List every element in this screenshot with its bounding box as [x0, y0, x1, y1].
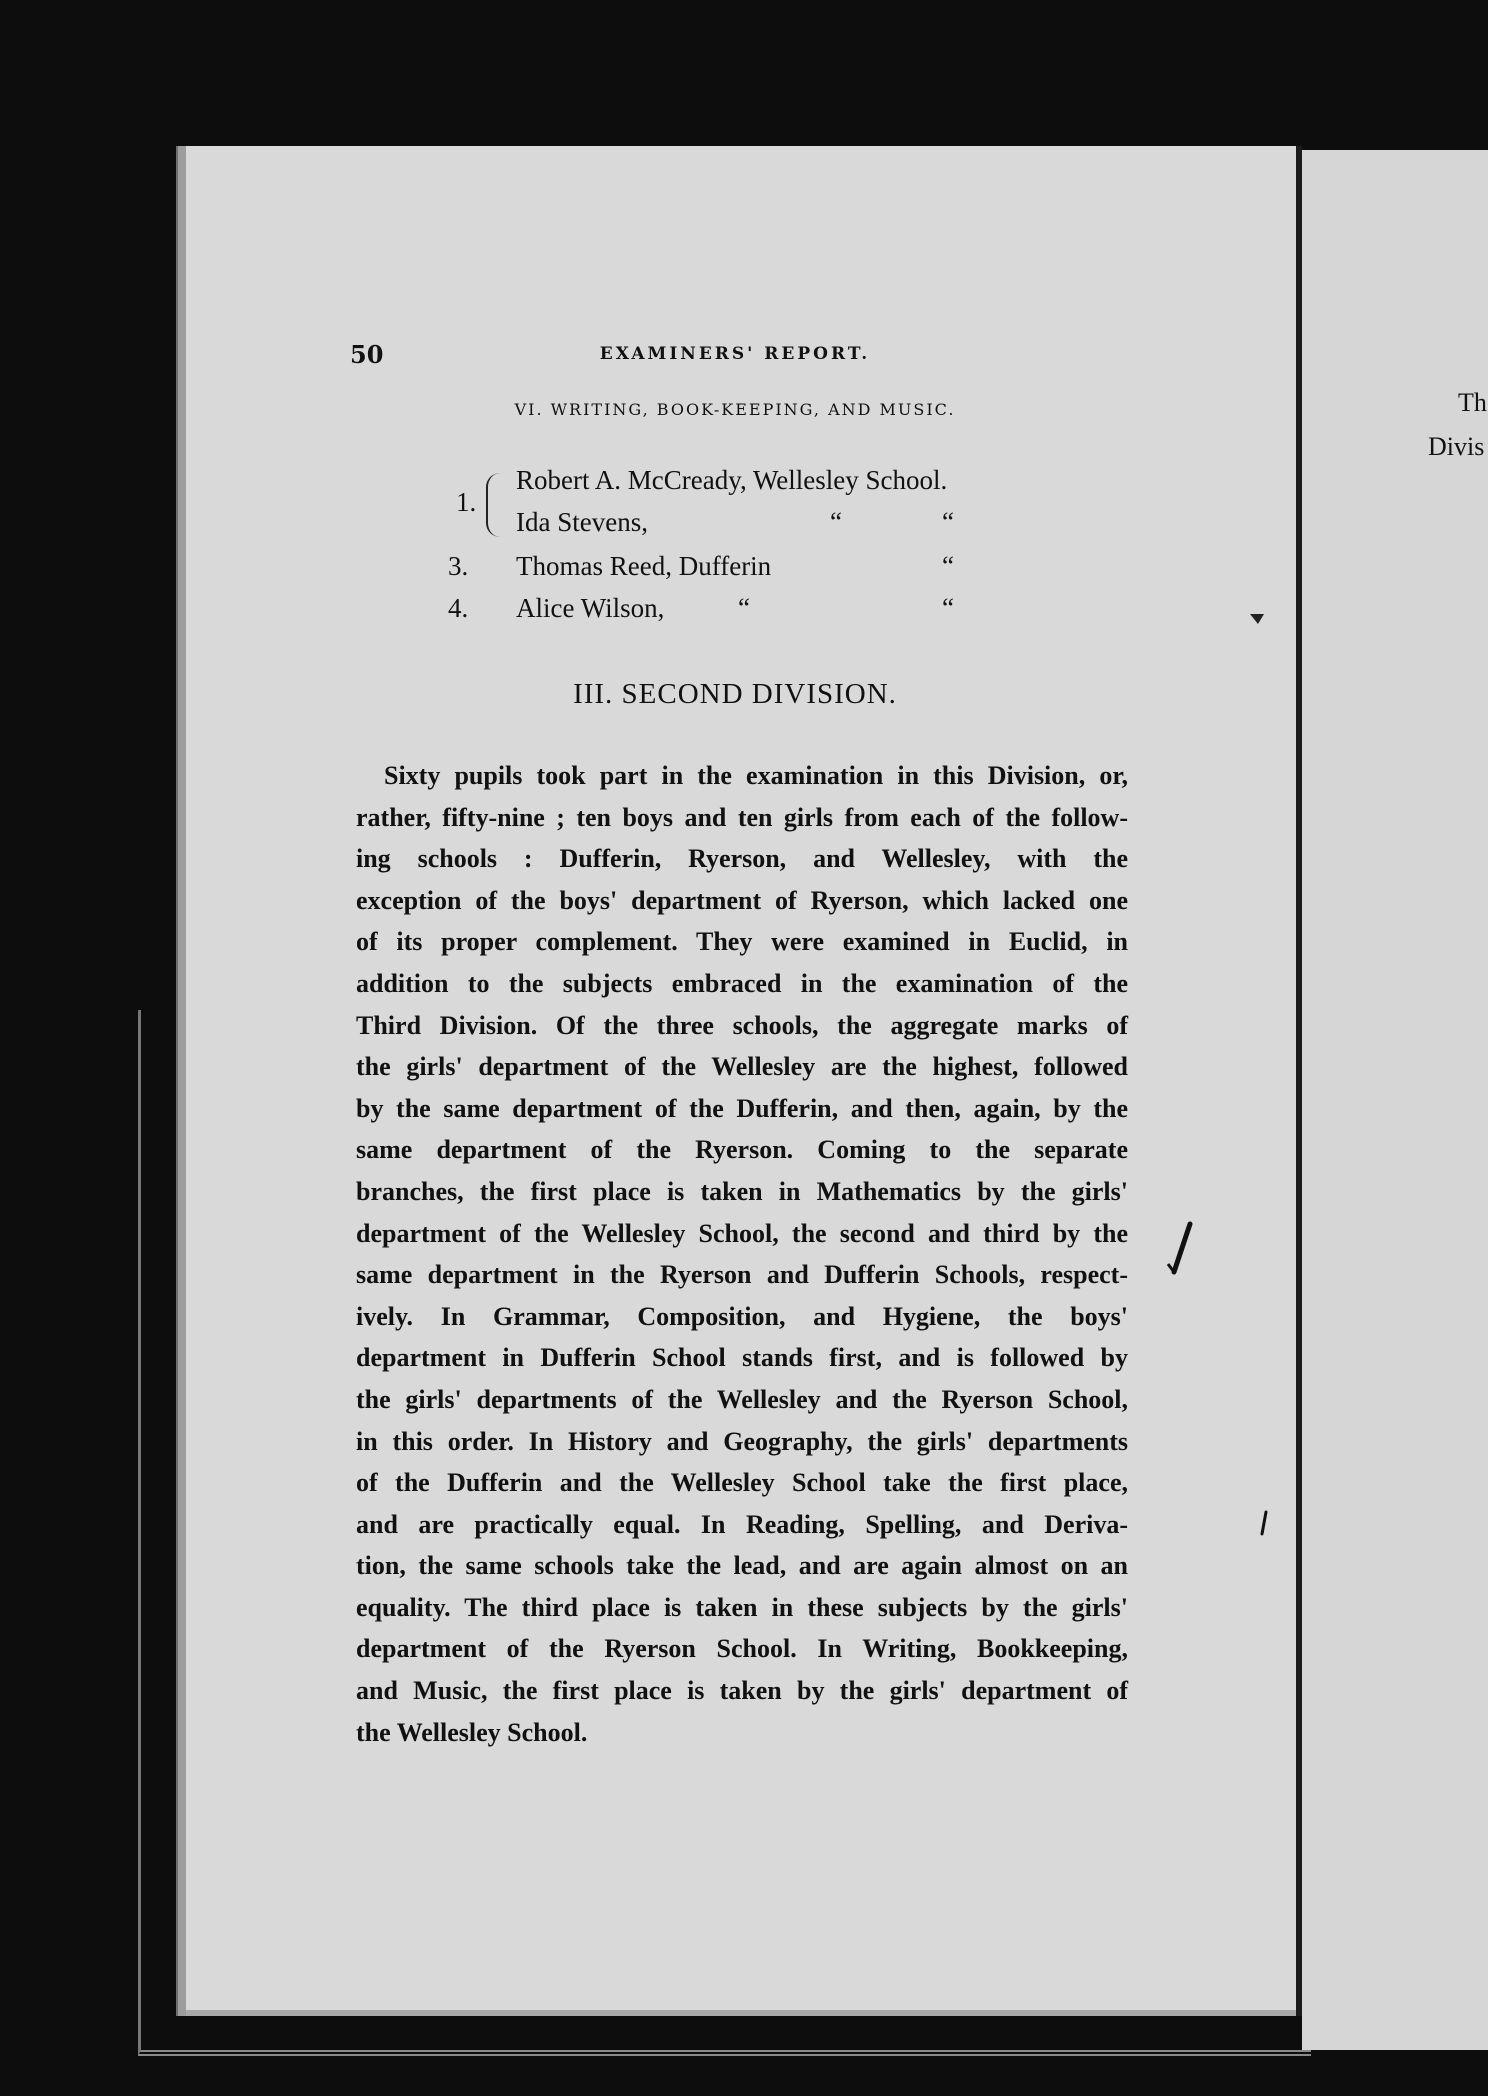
body-paragraph [356, 755, 1128, 1753]
ditto-mark: “ [942, 507, 954, 537]
division-heading: III. SECOND DIVISION. [573, 678, 897, 710]
text-line: Third Division. Of the three schools, the aggregate marks of [356, 1010, 1128, 1040]
text-line: and are practically equal. In Reading, Spelling, and Deriva- [356, 1509, 1128, 1539]
ditto-mark: “ [830, 507, 842, 537]
text-line: the girls' department of the Wellesley are the highest, followed [356, 1052, 1128, 1082]
pupil-name: Thomas Reed, Dufferin [516, 551, 772, 581]
tie-rank-number: 1. [456, 487, 477, 517]
text-line: the girls' departments of the Wellesley and the Ryerson School, [356, 1384, 1128, 1414]
text-line: tion, the same schools take the lead, and are again almost on an [356, 1551, 1128, 1581]
text-line: branches, the first place is taken in Mathematics by the girls' [356, 1176, 1128, 1206]
text-line: department in Dufferin School stands first, and is followed by [356, 1343, 1128, 1373]
text-line: department of the Ryerson School. In Writing, Bookkeeping, [356, 1634, 1128, 1664]
section-title: VI. WRITING, BOOK-KEEPING, AND MUSIC. [514, 400, 956, 419]
facing-page-fragment-1: Th [1458, 388, 1487, 417]
facing-page-fragment-2: Divis [1428, 432, 1485, 461]
text-line: the Wellesley School. [356, 1717, 588, 1747]
text-line: by the same department of the Dufferin, and then, again, by the [356, 1093, 1128, 1123]
text-line: ively. In Grammar, Composition, and Hygiene, the boys' [356, 1301, 1128, 1331]
list-item [448, 507, 1008, 547]
list-item [448, 593, 1008, 633]
text-line: equality. The third place is taken in these subjects by the girls' [356, 1592, 1128, 1622]
text-line: Sixty pupils took part in the examination in this Division, or, [384, 761, 1128, 790]
running-title: EXAMINERS' REPORT. [599, 344, 871, 364]
text-line: addition to the subjects embraced in the examination of the [356, 968, 1128, 998]
text-line: exception of the boys' department of Ryerson, which lacked one [356, 885, 1128, 915]
text-line: ing schools : Dufferin, Ryerson, and Wellesley, with the [356, 844, 1128, 874]
list-item [448, 551, 1008, 591]
page-number: 50 [350, 340, 384, 369]
text-line: same department in the Ryerson and Dufferin Schools, respect- [356, 1260, 1128, 1290]
running-head [350, 340, 1120, 374]
pupil-name: Robert A. McCready, Wellesley School. [516, 465, 948, 495]
pupil-name: Alice Wilson, [516, 593, 665, 623]
ditto-mark: “ [942, 593, 954, 623]
rank-number: 3. [448, 551, 469, 581]
text-line: and Music, the first place is taken by the girls' department of [356, 1676, 1128, 1706]
pencil-mark-icon [1160, 1220, 1200, 1280]
text-line: of its proper complement. They were examined in Euclid, in [356, 927, 1128, 957]
list-item [448, 465, 1008, 505]
text-line: department of the Wellesley School, the second and third by the [356, 1218, 1128, 1248]
pupil-name: Ida Stevens, [516, 507, 648, 537]
rank-number: 4. [448, 593, 469, 623]
ditto-mark: “ [738, 593, 750, 623]
ditto-mark: “ [942, 551, 954, 581]
text-line: rather, fifty-nine ; ten boys and ten girls from each of the follow- [356, 802, 1128, 832]
margin-mark-icon [1256, 1510, 1272, 1538]
text-line: in this order. In History and Geography, the girls' departments [356, 1426, 1128, 1456]
text-line: same department of the Ryerson. Coming to the separate [356, 1135, 1128, 1165]
margin-mark-icon [1248, 610, 1268, 626]
text-line: of the Dufferin and the Wellesley School take the first place, [356, 1468, 1128, 1498]
